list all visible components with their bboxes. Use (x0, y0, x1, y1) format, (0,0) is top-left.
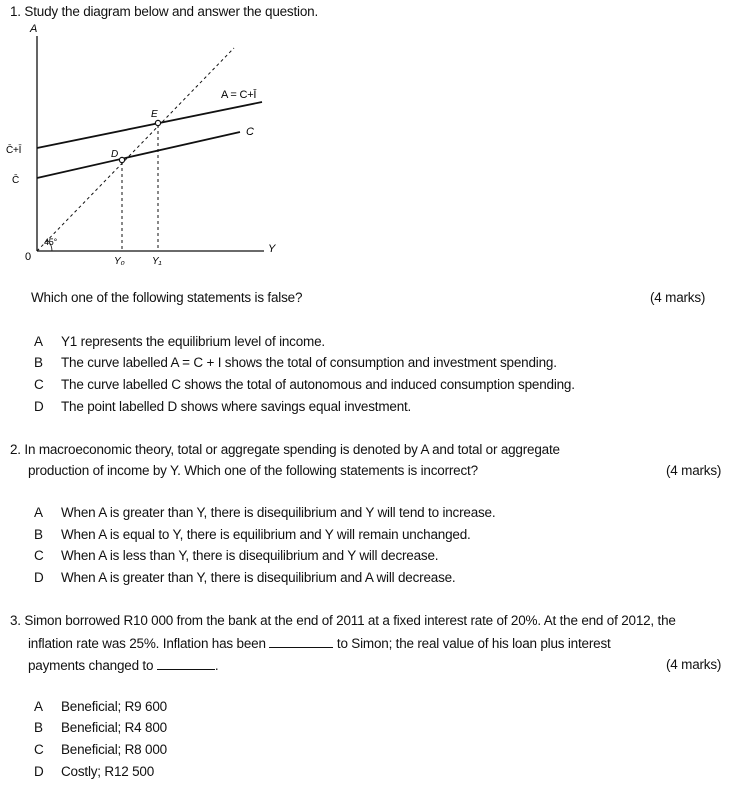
option-letter: D (34, 764, 44, 779)
q3-marks: (4 marks) (666, 657, 722, 672)
option-text: When A is less than Y, there is disequilibrium and Y will decrease. (61, 548, 439, 563)
option-text: Beneficial; R9 600 (61, 699, 167, 714)
q3-line2 (28, 635, 611, 651)
point-d (119, 157, 124, 162)
point-d-label: D (111, 149, 119, 160)
option-letter: C (34, 377, 44, 392)
q3-line3-start: payments changed to (28, 658, 154, 673)
q3-line3 (28, 657, 218, 673)
q3-line3-end: . (214, 658, 219, 673)
option-text: When A is greater than Y, there is disequilibrium and A will decrease. (61, 570, 456, 585)
option-text: Beneficial; R4 800 (61, 720, 167, 735)
q2-line2: production of income by Y. Which one of the following statements is incorrect? (28, 463, 478, 478)
line-aggregate-label: A = C+Ī (221, 89, 257, 101)
line-consumption (37, 132, 240, 178)
option-letter: A (34, 505, 43, 520)
y-axis-label: A (30, 23, 38, 35)
tick-y0: Y₀ (114, 256, 125, 267)
option-letter: B (34, 355, 43, 370)
answer-blank (157, 657, 215, 670)
option-text: Beneficial; R8 000 (61, 742, 167, 757)
option-letter: D (34, 570, 44, 585)
answer-blank (269, 635, 333, 648)
option-letter: B (34, 527, 43, 542)
angle-label: 45° (44, 237, 58, 247)
option-letter: D (34, 399, 44, 414)
point-e (155, 120, 160, 125)
option-text: Y1 represents the equilibrium level of income. (61, 334, 325, 349)
label-c-plus-i: C̄+Ī (6, 145, 22, 156)
option-letter: C (34, 742, 44, 757)
origin-label: 0 (25, 251, 31, 263)
x-axis-label: Y (268, 243, 276, 255)
option-letter: A (34, 699, 43, 714)
option-text: When A is equal to Y, there is equilibrium and Y will remain unchanged. (61, 527, 471, 542)
line-45-degree (37, 48, 234, 251)
q3-line2-start: inflation rate was 25%. Inflation has been (28, 636, 266, 651)
option-letter: A (34, 334, 43, 349)
tick-y1: Y₁ (152, 256, 162, 267)
q3-line2-end: to Simon; the real value of his loan plus interest (336, 636, 611, 651)
point-e-label: E (151, 109, 158, 120)
q1-heading: 1. Study the diagram below and answer the question. (10, 4, 318, 19)
option-letter: B (34, 720, 43, 735)
option-letter: C (34, 548, 44, 563)
label-c-bar: C̄ (12, 175, 20, 186)
option-text: Costly; R12 500 (61, 764, 155, 779)
option-text: The curve labelled A = C + I shows the total of consumption and investment spending. (61, 355, 557, 370)
option-text: When A is greater than Y, there is disequilibrium and Y will tend to increase. (61, 505, 496, 520)
q1-marks: (4 marks) (650, 290, 706, 305)
option-text: The curve labelled C shows the total of autonomous and induced consumption spending. (61, 377, 575, 392)
q3-line1: 3. Simon borrowed R10 000 from the bank at the end of 2011 at a fixed interest rate of 20%. At the end of 2012, the (10, 613, 676, 628)
q1-prompt: Which one of the following statements is false? (31, 290, 303, 305)
line-aggregate (37, 102, 262, 148)
option-text: The point labelled D shows where savings equal investment. (61, 399, 412, 414)
line-consumption-label: C (246, 126, 254, 138)
q2-marks: (4 marks) (666, 463, 722, 478)
q2-line1: 2. In macroeconomic theory, total or aggregate spending is denoted by A and total or aggregate (10, 442, 560, 457)
q1-diagram (0, 18, 300, 268)
